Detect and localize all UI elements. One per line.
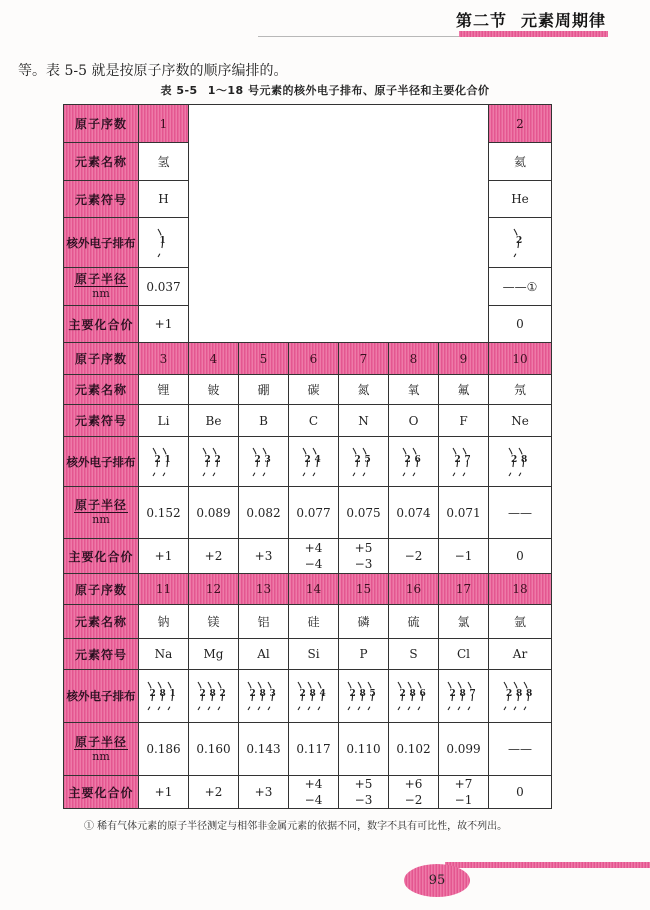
cell-radius: 0.160 <box>189 723 239 776</box>
cell-symbol: Li <box>139 405 189 437</box>
cell-symbol: N <box>339 405 389 437</box>
shell-electron-count: 2 <box>154 454 161 465</box>
electron-shell-diagram <box>149 445 179 479</box>
cell-radius: —— <box>489 723 552 776</box>
cell-symbol: O <box>389 405 439 437</box>
cell-valence <box>489 539 552 574</box>
shell-electron-count: 2 <box>299 689 306 699</box>
cell-name: 钠 <box>139 605 189 639</box>
cell-electron-config <box>439 437 489 487</box>
valence-value: 0 <box>516 317 524 331</box>
cell-valence <box>139 539 189 574</box>
cell-symbol: Cl <box>439 639 489 670</box>
shell-electron-count: 2 <box>254 454 261 465</box>
cell-name: 氟 <box>439 375 489 405</box>
valence-value: +3 <box>254 549 273 563</box>
cell-valence <box>439 539 489 574</box>
row-label-radius <box>64 487 139 539</box>
chapter-title: 元素周期律 <box>520 11 606 30</box>
valence-value: +2 <box>204 785 223 799</box>
cell-radius: 0.075 <box>339 487 389 539</box>
shell-electron-count: 8 <box>259 689 266 699</box>
cell-atomic-number: 3 <box>139 343 189 375</box>
electron-shell-diagram <box>249 445 279 479</box>
shell-electron-count: 2 <box>214 454 221 465</box>
footnote: ① 稀有气体元素的原子半径测定与相邻非金属元素的依据不同，数字不具有可比性，故不列出。 <box>84 821 508 832</box>
valence-value: +1 <box>154 549 173 563</box>
running-header <box>456 8 606 31</box>
cell-atomic-number: 16 <box>389 574 439 605</box>
shell-electron-count: 2 <box>454 454 461 465</box>
cell-name: 氮 <box>339 375 389 405</box>
cell-electron-config <box>239 670 289 723</box>
shell-electron-count: 2 <box>516 235 523 246</box>
electron-shell-diagram <box>444 679 484 713</box>
period3-row-atomic-number <box>64 574 552 605</box>
valence-value: +7 <box>454 777 473 791</box>
valence-value: 0 <box>516 549 524 563</box>
valence-value: 0 <box>516 785 524 799</box>
empty-gap-region <box>189 105 489 343</box>
cell-name: 铍 <box>189 375 239 405</box>
row-label-electron-config: 核外电子排布 <box>64 218 139 268</box>
electron-shell-diagram <box>510 226 530 260</box>
shell-electron-count: 8 <box>459 689 466 699</box>
cell-symbol: Ne <box>489 405 552 437</box>
valence-value: −1 <box>454 549 473 563</box>
cell-valence <box>389 776 439 809</box>
period3-row-electron-config <box>64 670 552 723</box>
shell-electron-count: 2 <box>199 689 206 699</box>
cell-name: 氦 <box>489 143 552 181</box>
shell-electron-count: 2 <box>304 454 311 465</box>
page-number: 95 <box>428 873 446 888</box>
cell-atomic-number: 18 <box>489 574 552 605</box>
electron-shell-diagram <box>399 445 429 479</box>
cell-radius: 0.077 <box>289 487 339 539</box>
cell-atomic-number: 13 <box>239 574 289 605</box>
shell-electron-count: 8 <box>516 689 523 699</box>
period2-row-element-symbol <box>64 405 552 437</box>
row-label-atomic-number: 原子序数 <box>64 105 139 143</box>
shell-electron-count: 2 <box>511 454 518 465</box>
cell-radius: 0.082 <box>239 487 289 539</box>
cell-symbol: Mg <box>189 639 239 670</box>
cell-symbol: C <box>289 405 339 437</box>
cell-name: 镁 <box>189 605 239 639</box>
cell-atomic-number: 8 <box>389 343 439 375</box>
cell-radius: 0.143 <box>239 723 289 776</box>
cell-symbol: S <box>389 639 439 670</box>
period2-row-valence <box>64 539 552 574</box>
electron-shell-diagram <box>449 445 479 479</box>
cell-electron-config <box>139 437 189 487</box>
period3-row-element-symbol <box>64 639 552 670</box>
valence-value: +1 <box>154 317 173 331</box>
shell-electron-count: 3 <box>264 454 271 465</box>
cell-electron-config <box>489 670 552 723</box>
valence-value: −4 <box>304 793 323 807</box>
cell-radius: 0.110 <box>339 723 389 776</box>
footer-accent-bar <box>445 862 650 868</box>
row-label-valence: 主要化合价 <box>64 539 139 574</box>
cell-name: 氩 <box>489 605 552 639</box>
shell-electron-count: 8 <box>526 689 533 699</box>
shell-electron-count: 8 <box>359 689 366 699</box>
cell-symbol: Ar <box>489 639 552 670</box>
shell-electron-count: 8 <box>409 689 416 699</box>
shell-electron-count: 2 <box>204 454 211 465</box>
cell-valence <box>489 306 552 343</box>
radius-label: 原子半径 <box>74 498 127 512</box>
radius-label: 原子半径 <box>74 272 127 286</box>
cell-electron-config <box>139 670 189 723</box>
periodic-table <box>63 104 552 809</box>
shell-electron-count: 4 <box>314 454 321 465</box>
cell-symbol: Al <box>239 639 289 670</box>
cell-radius: 0.186 <box>139 723 189 776</box>
valence-value: −3 <box>354 557 373 571</box>
shell-electron-count: 8 <box>209 689 216 699</box>
shell-electron-count: 6 <box>419 689 426 699</box>
cell-atomic-number: 12 <box>189 574 239 605</box>
cell-valence <box>139 776 189 809</box>
cell-valence <box>339 776 389 809</box>
valence-value: +6 <box>404 777 423 791</box>
shell-electron-count: 2 <box>449 689 456 699</box>
electron-shell-diagram <box>349 445 379 479</box>
cell-valence <box>239 776 289 809</box>
cell-radius: 0.089 <box>189 487 239 539</box>
period3-row-valence <box>64 776 552 809</box>
row-label-name: 元素名称 <box>64 375 139 405</box>
electron-shell-diagram <box>505 445 535 479</box>
cell-radius: ——① <box>489 268 552 306</box>
cell-symbol: Be <box>189 405 239 437</box>
header-accent-bar <box>459 31 608 37</box>
cell-name: 磷 <box>339 605 389 639</box>
section-label: 第二节 <box>455 11 507 30</box>
cell-atomic-number: 17 <box>439 574 489 605</box>
cell-valence <box>439 776 489 809</box>
cell-electron-config <box>239 437 289 487</box>
period1-row-atomic-number <box>64 105 552 143</box>
cell-valence <box>289 539 339 574</box>
cell-atomic-number: 6 <box>289 343 339 375</box>
shell-electron-count: 2 <box>354 454 361 465</box>
cell-name: 氢 <box>139 143 189 181</box>
row-label-valence: 主要化合价 <box>64 306 139 343</box>
shell-electron-count: 4 <box>319 689 326 699</box>
cell-symbol: H <box>139 181 189 218</box>
shell-electron-count: 8 <box>309 689 316 699</box>
cell-atomic-number: 2 <box>489 105 552 143</box>
electron-shell-diagram <box>394 679 434 713</box>
period3-row-element-name <box>64 605 552 639</box>
shell-electron-count: 2 <box>219 689 226 699</box>
cell-valence <box>289 776 339 809</box>
cell-symbol: P <box>339 639 389 670</box>
cell-electron-config <box>439 670 489 723</box>
shell-electron-count: 1 <box>169 689 176 699</box>
table-caption <box>0 82 650 98</box>
electron-shell-diagram <box>500 679 540 713</box>
shell-electron-count: 2 <box>249 689 256 699</box>
cell-electron-config <box>389 670 439 723</box>
row-label-symbol: 元素符号 <box>64 405 139 437</box>
cell-name: 硫 <box>389 605 439 639</box>
cell-radius: 0.074 <box>389 487 439 539</box>
shell-electron-count: 8 <box>159 689 166 699</box>
valence-value: +3 <box>254 785 273 799</box>
row-label-radius <box>64 268 139 306</box>
electron-shell-diagram <box>344 679 384 713</box>
table-title: 1～18 号元素的核外电子排布、原子半径和主要化合价 <box>207 84 490 97</box>
radius-unit: nm <box>92 749 110 763</box>
cell-atomic-number: 7 <box>339 343 389 375</box>
cell-electron-config <box>289 437 339 487</box>
shell-electron-count: 7 <box>464 454 471 465</box>
electron-shell-diagram <box>299 445 329 479</box>
cell-atomic-number: 9 <box>439 343 489 375</box>
period2-row-atomic-number <box>64 343 552 375</box>
cell-electron-config <box>339 670 389 723</box>
period2-row-element-name <box>64 375 552 405</box>
cell-electron-config <box>139 218 189 268</box>
radius-label: 原子半径 <box>74 734 127 749</box>
valence-value: −4 <box>304 557 323 571</box>
valence-value: −3 <box>354 793 373 807</box>
cell-atomic-number: 14 <box>289 574 339 605</box>
cell-name: 氧 <box>389 375 439 405</box>
valence-value: +2 <box>204 549 223 563</box>
cell-electron-config <box>489 437 552 487</box>
cell-symbol: Na <box>139 639 189 670</box>
cell-symbol: B <box>239 405 289 437</box>
valence-value: +4 <box>304 777 323 791</box>
shell-electron-count: 3 <box>269 689 276 699</box>
shell-electron-count: 2 <box>149 689 156 699</box>
row-label-atomic-number: 原子序数 <box>64 343 139 375</box>
shell-electron-count: 6 <box>414 454 421 465</box>
cell-name: 锂 <box>139 375 189 405</box>
cell-electron-config <box>489 218 552 268</box>
cell-name: 碳 <box>289 375 339 405</box>
row-label-atomic-number: 原子序数 <box>64 574 139 605</box>
cell-atomic-number: 5 <box>239 343 289 375</box>
cell-valence <box>389 539 439 574</box>
valence-value: −2 <box>404 549 423 563</box>
electron-shell-diagram <box>154 226 174 260</box>
valence-value: +5 <box>354 541 373 555</box>
row-label-electron-config: 核外电子排布 <box>64 437 139 487</box>
cell-valence <box>189 539 239 574</box>
valence-value: −2 <box>404 793 423 807</box>
shell-electron-count: 2 <box>349 689 356 699</box>
electron-shell-diagram <box>194 679 234 713</box>
shell-electron-count: 1 <box>164 454 171 465</box>
cell-name: 铝 <box>239 605 289 639</box>
period2-row-electron-config <box>64 437 552 487</box>
cell-name: 氖 <box>489 375 552 405</box>
cell-name: 硼 <box>239 375 289 405</box>
row-label-electron-config: 核外电子排布 <box>64 670 139 723</box>
electron-shell-diagram <box>244 679 284 713</box>
cell-radius: 0.117 <box>289 723 339 776</box>
period3-row-atomic-radius <box>64 723 552 776</box>
cell-electron-config <box>189 670 239 723</box>
radius-unit: nm <box>92 513 110 526</box>
cell-valence <box>489 776 552 809</box>
cell-electron-config <box>389 437 439 487</box>
table-number: 表 5-5 <box>160 84 198 97</box>
shell-electron-count: 7 <box>469 689 476 699</box>
electron-shell-diagram <box>294 679 334 713</box>
shell-electron-count: 8 <box>521 454 528 465</box>
shell-electron-count: 2 <box>404 454 411 465</box>
electron-shell-diagram <box>199 445 229 479</box>
intro-text: 等。表 5-5 就是按原子序数的顺序编排的。 <box>18 63 288 79</box>
cell-atomic-number: 10 <box>489 343 552 375</box>
row-label-symbol: 元素符号 <box>64 181 139 218</box>
cell-symbol: Si <box>289 639 339 670</box>
cell-radius: —— <box>489 487 552 539</box>
valence-value: +5 <box>354 777 373 791</box>
cell-atomic-number: 4 <box>189 343 239 375</box>
shell-electron-count: 1 <box>159 235 166 246</box>
valence-value: −1 <box>454 793 473 807</box>
cell-electron-config <box>289 670 339 723</box>
cell-valence <box>339 539 389 574</box>
cell-radius: 0.099 <box>439 723 489 776</box>
valence-value: +1 <box>154 785 173 799</box>
electron-shell-diagram <box>144 679 184 713</box>
row-label-name: 元素名称 <box>64 605 139 639</box>
row-label-name: 元素名称 <box>64 143 139 181</box>
cell-valence <box>239 539 289 574</box>
cell-symbol: F <box>439 405 489 437</box>
cell-radius: 0.102 <box>389 723 439 776</box>
shell-electron-count: 2 <box>399 689 406 699</box>
shell-electron-count: 5 <box>364 454 371 465</box>
shell-electron-count: 2 <box>506 689 513 699</box>
cell-valence <box>189 776 239 809</box>
row-label-symbol: 元素符号 <box>64 639 139 670</box>
radius-unit: nm <box>92 287 110 300</box>
cell-radius: 0.071 <box>439 487 489 539</box>
cell-atomic-number: 11 <box>139 574 189 605</box>
cell-radius: 0.152 <box>139 487 189 539</box>
row-label-valence: 主要化合价 <box>64 776 139 809</box>
row-label-radius <box>64 723 139 776</box>
cell-symbol: He <box>489 181 552 218</box>
valence-value: +4 <box>304 541 323 555</box>
cell-atomic-number: 15 <box>339 574 389 605</box>
cell-radius: 0.037 <box>139 268 189 306</box>
cell-name: 氯 <box>439 605 489 639</box>
period2-row-atomic-radius <box>64 487 552 539</box>
cell-name: 硅 <box>289 605 339 639</box>
cell-atomic-number: 1 <box>139 105 189 143</box>
cell-electron-config <box>339 437 389 487</box>
cell-valence <box>139 306 189 343</box>
cell-electron-config <box>189 437 239 487</box>
shell-electron-count: 5 <box>369 689 376 699</box>
